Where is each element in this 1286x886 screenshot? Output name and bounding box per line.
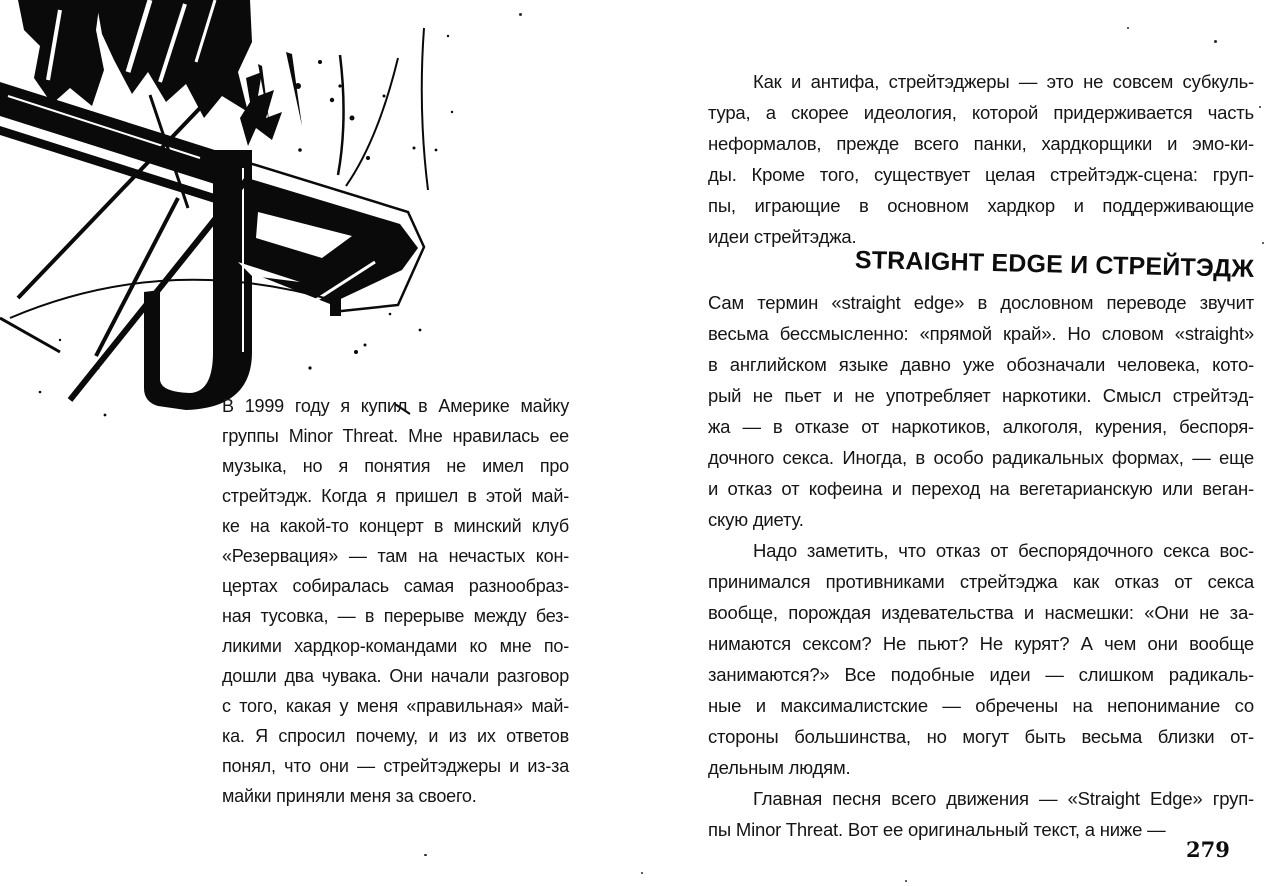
text-line: группы Minor Threat. Мне нравилась ее: [222, 426, 569, 446]
dust-speck: [1262, 242, 1264, 244]
text-line: вообще, порождая издевательства и насмешки: «Они не за-: [708, 602, 1254, 623]
text-line: тура, а скорее идеология, которой придерживается часть: [708, 102, 1254, 123]
text-line: Как и антифа, стрейтэджеры — это не совсем субкуль-: [753, 71, 1254, 92]
text-line: Главная песня всего движения — «Straight Edge» груп-: [753, 788, 1254, 809]
text-line: жа — в отказе от наркотиков, алкоголя, курения, беспоря-: [708, 416, 1254, 437]
text-line: стрейтэдж. Когда я пришел в этой май-: [222, 486, 569, 506]
text-line: ке на какой-то концерт в минский клуб: [222, 516, 569, 536]
text-line: принимался противниками стрейтэджа как отказ от секса: [708, 571, 1254, 592]
section-heading: STRAIGHT EDGE И СТРЕЙТЭДЖ: [854, 245, 1255, 283]
text-line: весьма бессмысленно: «прямой край». Но словом «straight»: [708, 323, 1254, 344]
dust-speck: [905, 880, 907, 882]
ink-illustration: [0, 0, 460, 432]
dust-speck: [641, 872, 643, 874]
text-line: понял, что они — стрейтэджеры и из-за: [222, 756, 569, 776]
text-line: скую диету.: [708, 509, 804, 530]
text-line: пы, играющие в основном хардкор и поддерживающие: [708, 195, 1254, 216]
text-line: идеи стрейтэджа.: [708, 226, 857, 247]
dust-speck: [1214, 40, 1217, 43]
text-line: майки приняли меня за своего.: [222, 786, 477, 806]
text-line: Сам термин «straight edge» в дословном переводе звучит: [708, 292, 1254, 313]
text-line: ды. Кроме того, существует целая стрейтэдж-сцена: груп-: [708, 164, 1254, 185]
text-line: дельным людям.: [708, 757, 851, 778]
left-page-text: [222, 391, 569, 811]
text-line: ные и максималистские — обречены на непонимание со: [708, 695, 1254, 716]
text-line: ная тусовка, — в перерыве между без-: [222, 606, 569, 626]
text-line: нимаются сексом? Не пьют? Не курят? А чем они вообще: [708, 633, 1254, 654]
text-line: с того, какая у меня «правильная» май-: [222, 696, 569, 716]
text-line: дочного секса. Иногда, в особо радикальных формах, — еще: [708, 447, 1254, 468]
text-line: дошли два чувака. Они начали разговор: [222, 666, 569, 686]
text-line: ликими хардкор-командами ко мне по-: [222, 636, 569, 656]
text-line: В 1999 году я купил в Америке майку: [222, 396, 569, 416]
dust-speck: [519, 13, 522, 16]
text-line: и отказ от кофеина и переход на вегетарианскую или веган-: [708, 478, 1254, 499]
text-line: пы Minor Threat. Вот ее оригинальный текст, а ниже —: [708, 819, 1166, 840]
text-line: Надо заметить, что отказ от беспорядочного секса вос-: [753, 540, 1254, 561]
text-line: занимаются?» Все подобные идеи — слишком радикаль-: [708, 664, 1254, 685]
text-line: музыка, но я понятия не имел про: [222, 456, 569, 476]
text-line: ка. Я спросил почему, и из их ответов: [222, 726, 569, 746]
text-line: стороны большинства, но могут быть весьма близки от-: [708, 726, 1254, 747]
text-line: «Резервация» — там на нечастых кон-: [222, 546, 569, 566]
text-line: цертах собиралась самая разнообраз-: [222, 576, 569, 596]
right-page-text: [708, 66, 1254, 845]
text-line: рый не пьет и не употребляет наркотики. Смысл стрейтэд-: [708, 385, 1254, 406]
dust-speck: [1259, 106, 1261, 108]
page-number: 279: [1186, 837, 1230, 862]
text-line: неформалов, прежде всего панки, хардкорщики и эмо-ки-: [708, 133, 1254, 154]
text-line: в английском языке давно уже обозначали человека, кото-: [708, 354, 1254, 375]
dust-speck: [424, 854, 427, 856]
dust-speck: [1127, 27, 1129, 29]
